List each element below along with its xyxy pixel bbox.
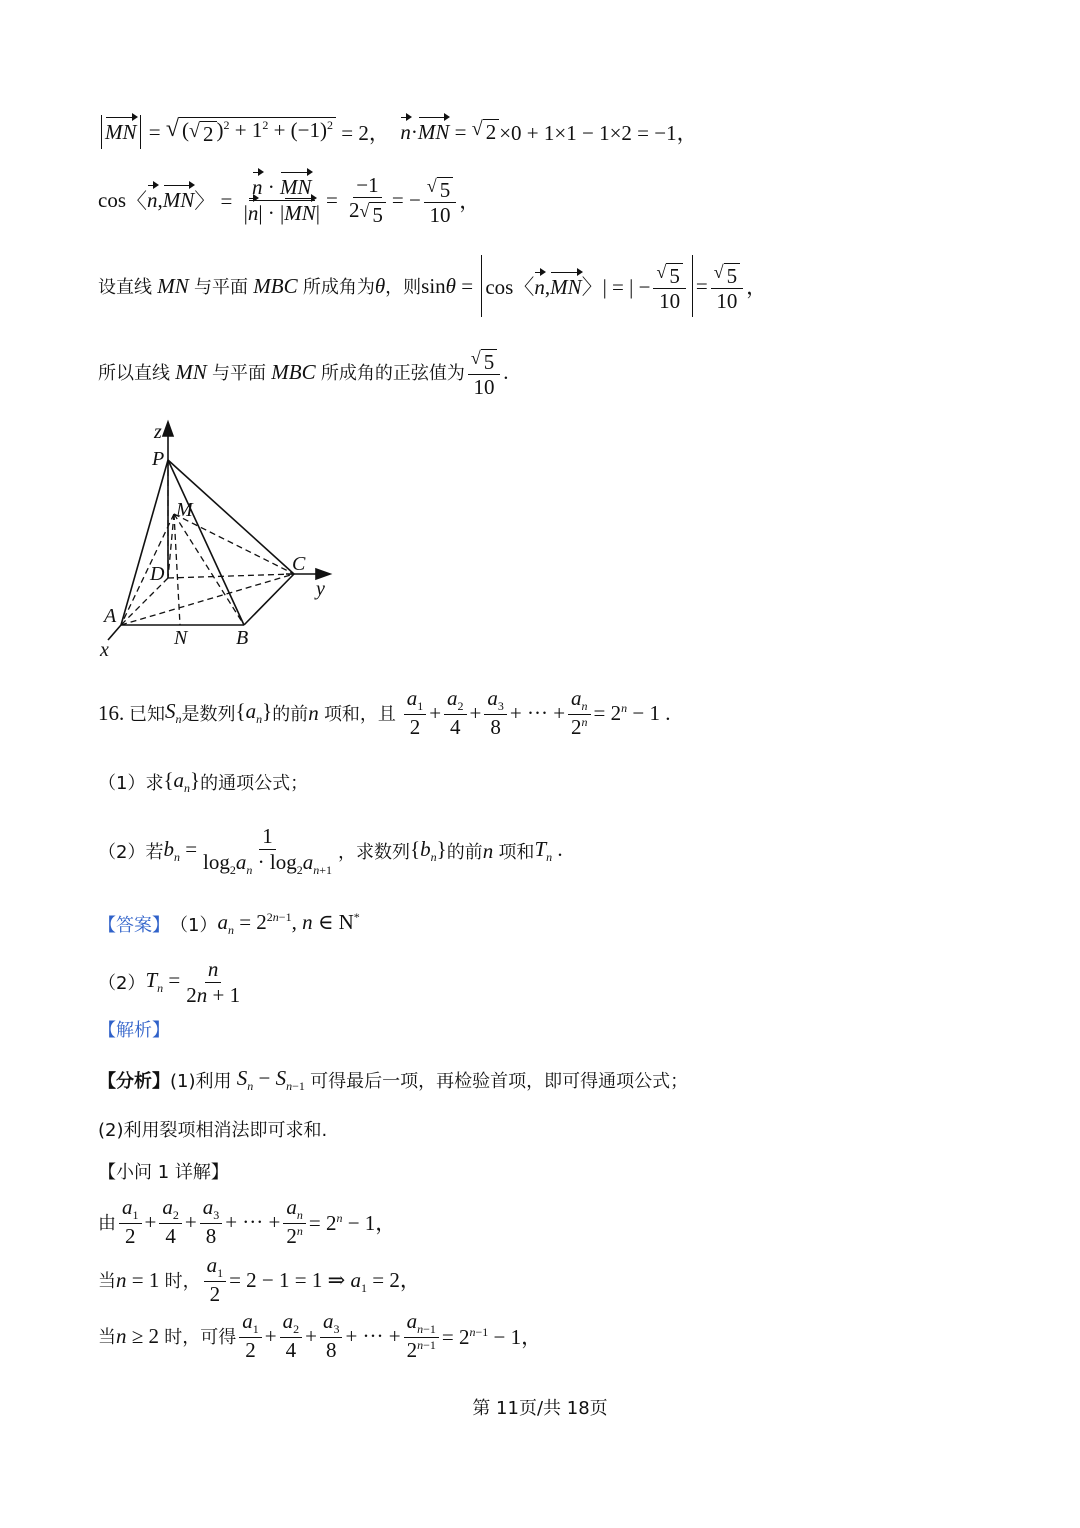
figure-label-y: y [316, 578, 325, 600]
analysis-tag: 【解析】 [98, 1020, 170, 1041]
figure-label-C: C [292, 553, 306, 575]
mn-length-line: MN = √ ( √ 2 )$^2 + 1^2 + (-1)^2$ = 2， n · MN = √ 2 ×0 + 1×1 − 1×2 = −1， [98, 112, 698, 152]
answer-part2: （2） $T_n$ = $\frac{n}{2n + 1}$ [98, 957, 241, 1007]
figure-label-D: D [150, 563, 165, 585]
step-you-line: 由 $\frac{a_1}{2}$ + $\frac{a_2}{4}$ + $\frac{a_3}{8}$ + ··· + $\frac{a_n}{2^n}$ = $2^n - 1$， [98, 1195, 397, 1249]
problem-16-part2: （2）若 $b_n$ = $\frac{1}{\log_2a_n \cdot \log_2a_{n+1}}$ ，求数列 $\{b_n\}$ 的前 n 项和 $T_n$ . [98, 824, 563, 877]
figure-label-B: B [236, 627, 249, 649]
fenxi-line: 【分析】 (1)利用 $S_n - S_{n-1}$ 可得最后一项，再检验首项，即可得通项公式； [98, 1065, 689, 1094]
figure-label-x: x [100, 639, 109, 661]
figure-label-M: M [176, 499, 193, 521]
figure-label-z: z [154, 421, 162, 443]
fenxi-line-2: (2)利用裂项相消法即可求和. [98, 1120, 328, 1141]
figure-label-P: P [152, 448, 165, 470]
answer-tag: 【答案】 [98, 915, 170, 936]
theta-line: 设直线 MN 与平面 MBC 所成角为 θ ，则 sinθ = cos〈n,MN〉| = | − √ 5 10 = √ 5 10 ， [98, 254, 767, 318]
page-footer: 第 11页/共 18页 [472, 1398, 608, 1419]
answer-part1: 【答案】 （1） $a_n = 2^{2n-1}$, n ∈ N* [98, 909, 360, 938]
figure-label-N: N [174, 627, 188, 649]
problem-16-stem: 16. 已知 $S_n$ 是数列 $\{a_n\}$ 的前 n 项和，且 $\frac{a_1}{2}$ + $\frac{a_2}{4}$ + $\frac{a_3}{8}$ + ··· + $\frac{a_n}{2^n}$ = $2^n - 1$ . [98, 686, 671, 740]
sub1-tag-line: 【小问 1 详解】 [98, 1162, 229, 1183]
analysis-tag-line [98, 1014, 170, 1044]
step-n2-line: 当 n ≥ 2 时，可得 $\frac{a_1}{2}$ + $\frac{a_2}{4}$ + $\frac{a_3}{8}$ + ··· + $\frac{a_{n-1}}{2^{n-1}}$ = $2^{n-1} - 1$， [98, 1309, 543, 1363]
step-n1-line: 当 n = 1 时， $\frac{a_1}{2}$ = 2 − 1 = 1 ⇒ $a_1 = 2$， [98, 1253, 421, 1307]
conclusion-line: 所以直线 MN 与平面 MBC 所成角的正弦值为 √ 5 10 . [98, 342, 508, 402]
figure-label-A: A [104, 605, 117, 627]
cos-angle-line: cos 〈 n , MN 〉 = $\frac{n \cdot MN}{|n| \cdot |MN|}$ = −1 2 √ 5 = − √ 5 10 ， [98, 172, 481, 227]
pyramid-figure [96, 418, 346, 663]
problem-16-part1: （1）求 $\{a_n\}$ 的通项公式； [98, 767, 309, 796]
